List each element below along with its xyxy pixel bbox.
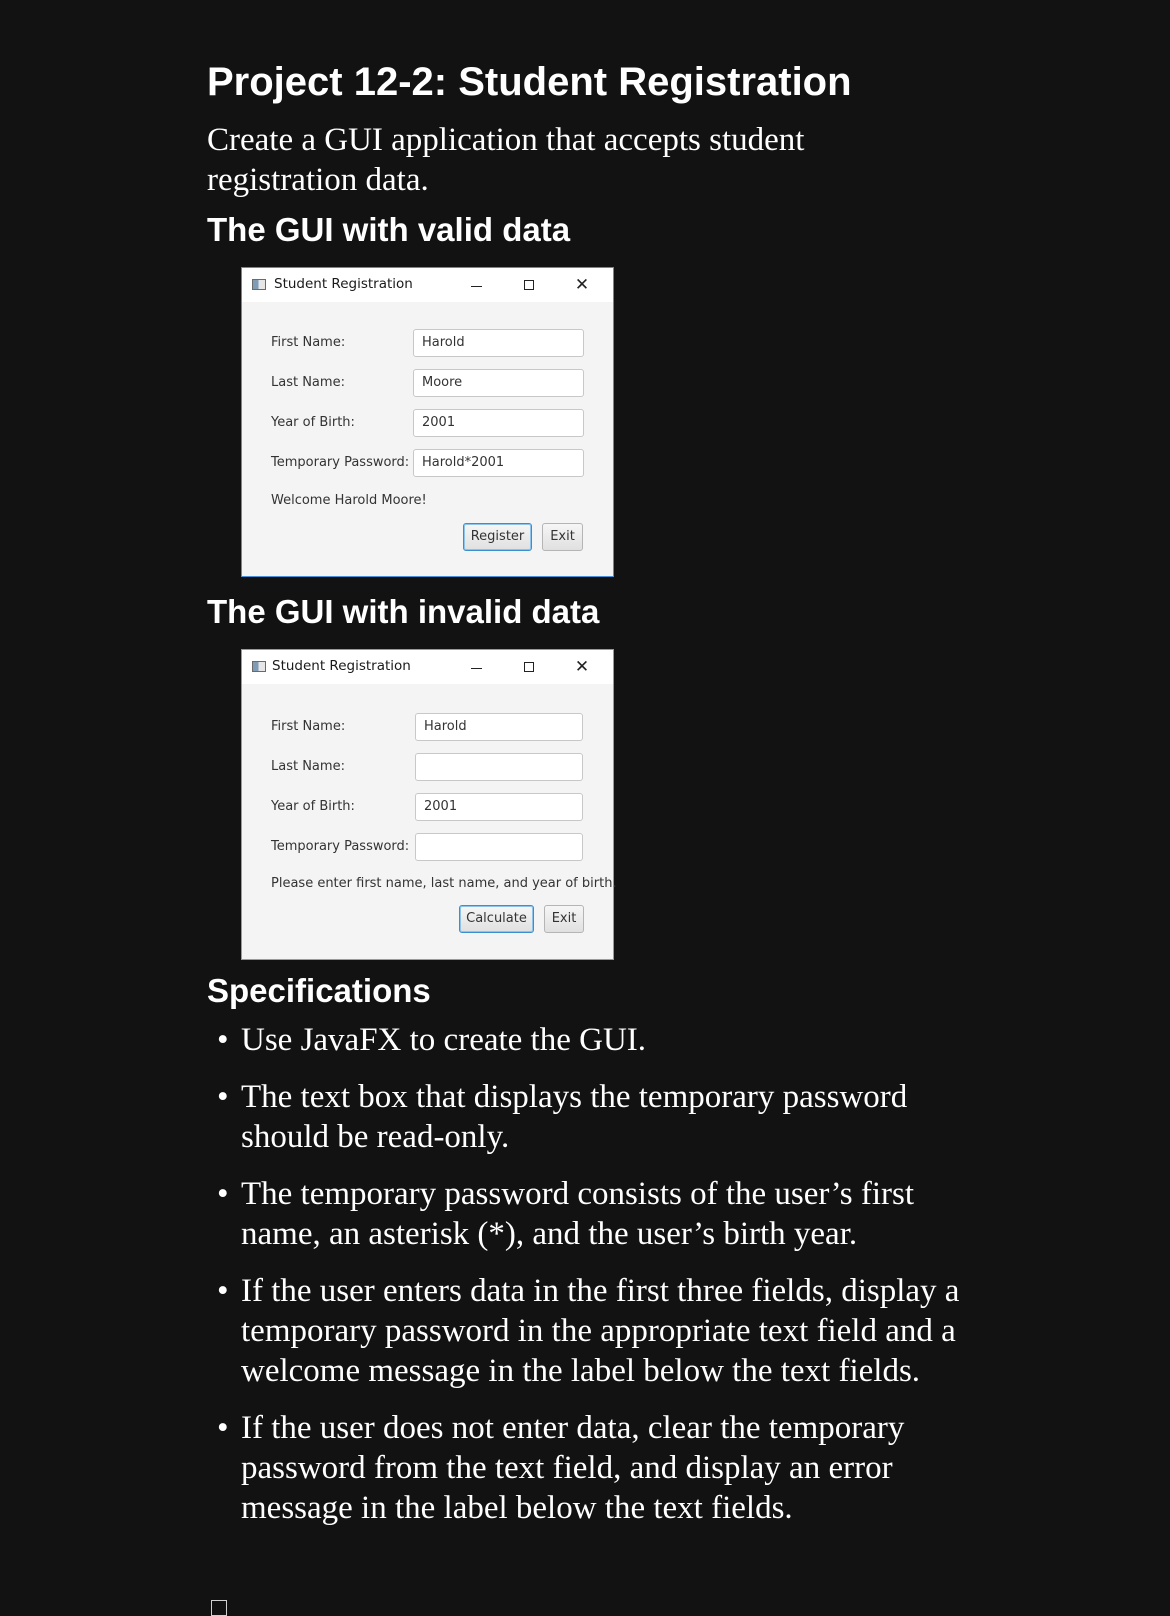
page-title: Project 12-2: Student Registration [207, 60, 852, 104]
spec-text: If the user does not enter data, clear the temporary password from the text field, and display an error message in the label below the text fields. [241, 1410, 905, 1526]
maximize-button[interactable] [517, 272, 543, 298]
section-heading-valid: The GUI with valid data [207, 211, 571, 248]
app-icon [252, 279, 266, 290]
first-name-input[interactable]: Harold [413, 329, 584, 357]
list-item [207, 1408, 967, 1528]
first-name-input[interactable]: Harold [415, 713, 583, 741]
app-icon [252, 661, 266, 672]
bullet-icon: • [217, 1410, 229, 1446]
spec-text: The temporary password consists of the user’s first name, an asterisk (*), and the user’s birth year. [241, 1176, 915, 1252]
maximize-button[interactable] [517, 654, 543, 680]
spec-text: If the user enters data in the first three fields, display a temporary password in the appropriate text field and a welcome message in the label below the text fields. [241, 1273, 960, 1389]
close-icon: ✕ [574, 657, 590, 677]
last-name-input[interactable] [415, 753, 583, 781]
maximize-icon [524, 662, 534, 672]
spec-text: Use JavaFX to create the GUI. [241, 1022, 647, 1058]
student-registration-window-invalid [241, 649, 617, 960]
exit-button[interactable]: Exit [544, 905, 584, 933]
last-name-label: Last Name: [271, 759, 345, 774]
first-name-label: First Name: [271, 719, 346, 734]
temporary-password-field: Harold*2001 [413, 449, 584, 477]
list-item [207, 1020, 967, 1060]
year-of-birth-input[interactable]: 2001 [413, 409, 584, 437]
error-message: Please enter first name, last name, and year of birth. [271, 876, 617, 891]
minimize-button[interactable] [464, 654, 490, 680]
minimize-icon [471, 286, 482, 287]
status-message: Welcome Harold Moore! [271, 493, 427, 508]
list-item [207, 1271, 967, 1391]
minimize-button[interactable] [464, 272, 490, 298]
close-button[interactable] [569, 272, 595, 298]
year-of-birth-label: Year of Birth: [271, 415, 355, 430]
window-title: Student Registration [272, 658, 411, 674]
student-registration-window-valid [241, 267, 614, 577]
spec-text: The text box that displays the temporary password should be read-only. [241, 1079, 908, 1155]
section-heading-invalid: The GUI with invalid data [207, 593, 600, 630]
window-titlebar[interactable] [242, 650, 613, 684]
section-heading-specifications: Specifications [207, 972, 431, 1009]
first-name-label: First Name: [271, 335, 346, 350]
close-button[interactable] [569, 654, 595, 680]
calculate-button[interactable]: Calculate [459, 905, 534, 933]
list-item [207, 1077, 967, 1157]
specifications-list [207, 1020, 967, 1545]
temporary-password-label: Temporary Password: [271, 839, 410, 854]
minimize-icon [471, 668, 482, 669]
maximize-icon [524, 280, 534, 290]
exit-button[interactable]: Exit [542, 523, 583, 551]
intro-paragraph: Create a GUI application that accepts student registration data. [207, 122, 805, 198]
last-name-label: Last Name: [271, 375, 345, 390]
temporary-password-field [415, 833, 583, 861]
bullet-icon: • [217, 1079, 229, 1115]
bullet-icon: • [217, 1273, 229, 1309]
list-item [207, 1174, 967, 1254]
last-name-input[interactable]: Moore [413, 369, 584, 397]
year-of-birth-input[interactable]: 2001 [415, 793, 583, 821]
window-titlebar[interactable] [242, 268, 613, 302]
close-icon: ✕ [574, 275, 590, 295]
year-of-birth-label: Year of Birth: [271, 799, 355, 814]
bullet-icon: • [217, 1176, 229, 1212]
register-button[interactable]: Register [463, 523, 532, 551]
window-title: Student Registration [274, 276, 413, 292]
bullet-icon: • [217, 1022, 229, 1058]
temporary-password-label: Temporary Password: [271, 455, 410, 470]
